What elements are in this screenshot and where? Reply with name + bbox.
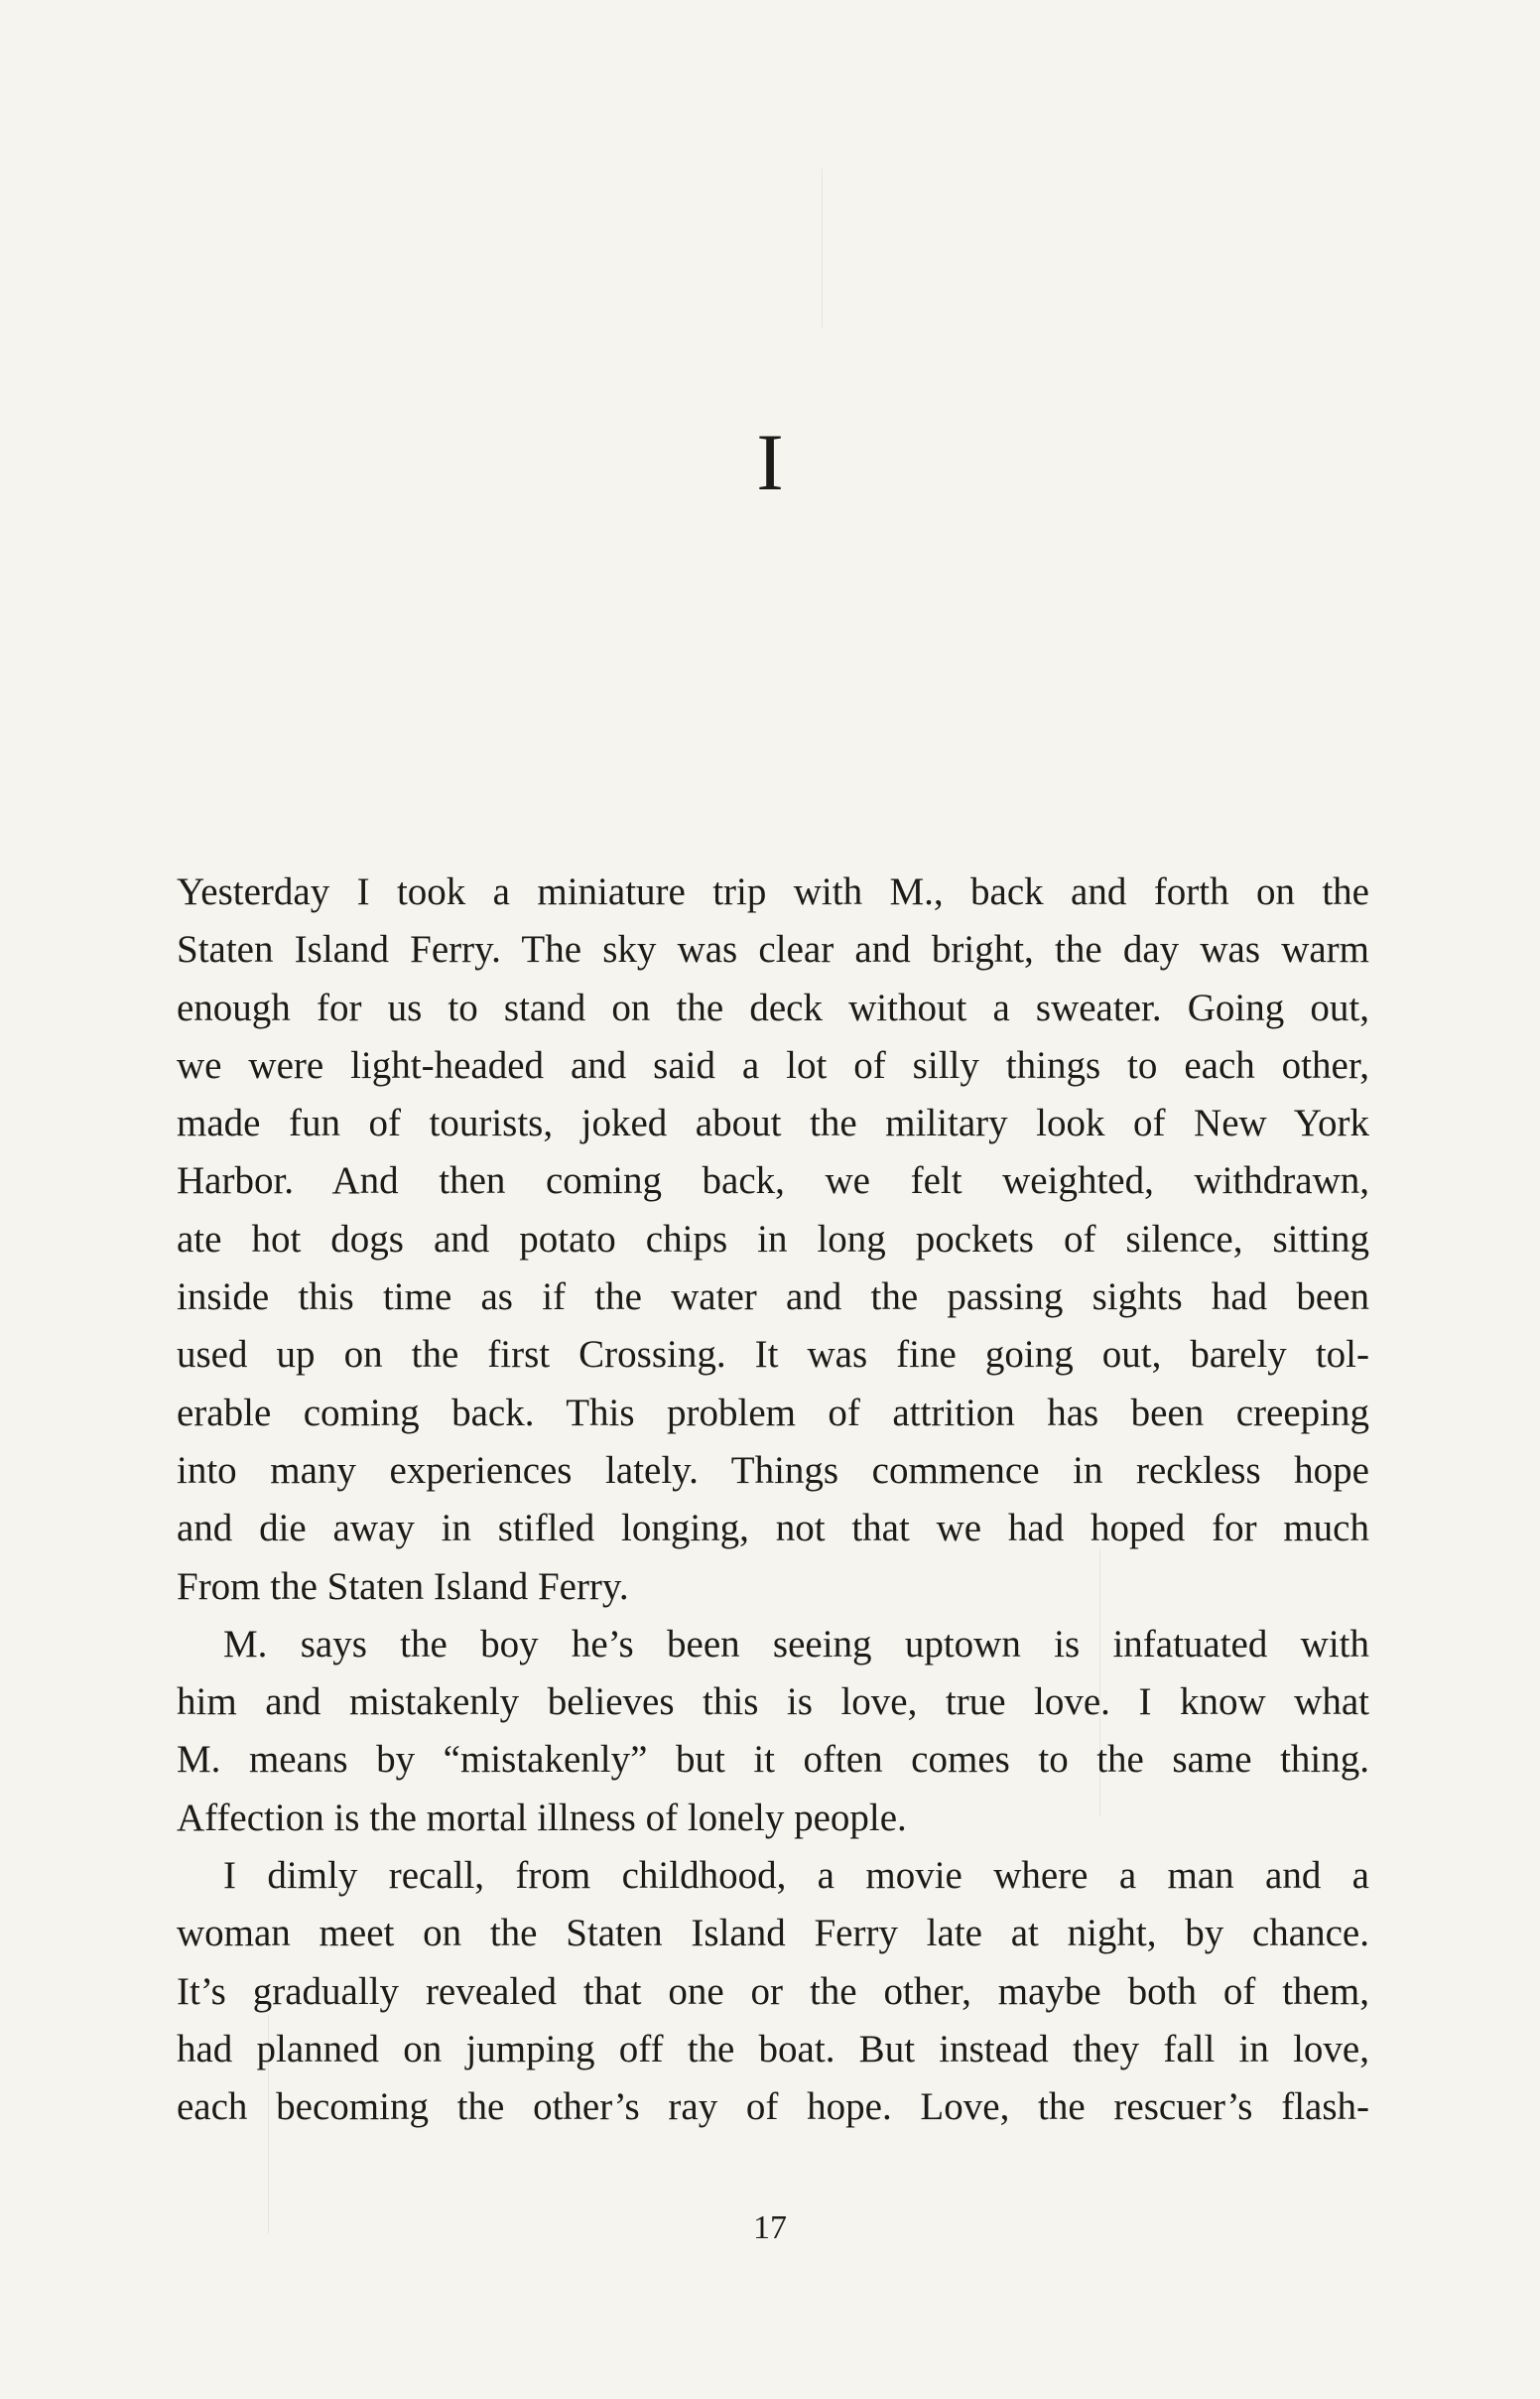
text-line: Staten Island Ferry. The sky was clear and bright, the day was warm (177, 928, 1369, 972)
text-line: Yesterday I took a miniature trip with M., back and forth on the (177, 870, 1369, 913)
text-line: Affection is the mortal illness of lonely people. (177, 1796, 907, 1839)
body-text (177, 864, 1369, 2137)
text-line: him and mistakenly believes this is love, true love. I know what (177, 1680, 1369, 1724)
text-line: I dimly recall, from childhood, a movie where a man and a (223, 1854, 1369, 1898)
text-line: and die away in stifled longing, not that we had hoped for much (177, 1507, 1369, 1550)
text-line: erable coming back. This problem of attrition has been creeping (177, 1391, 1369, 1434)
text-line: had planned on jumping off the boat. But instead they fall in love, (177, 2027, 1369, 2070)
text-line: made fun of tourists, joked about the military look of New York (177, 1102, 1369, 1145)
page-number: 17 (753, 2209, 787, 2246)
text-line: inside this time as if the water and the passing sights had been (177, 1275, 1369, 1319)
text-line: It’s gradually revealed that one or the other, maybe both of them, (177, 1969, 1369, 2013)
paragraph-2 (177, 1616, 1369, 1847)
text-line: Harbor. And then coming back, we felt weighted, withdrawn, (177, 1159, 1369, 1203)
text-line: From the Staten Island Ferry. (177, 1564, 629, 1608)
text-line: each becoming the other’s ray of hope. Love, the rescuer’s flash- (177, 2085, 1369, 2129)
text-line: we were light-headed and said a lot of silly things to each other, (177, 1043, 1369, 1087)
text-line: used up on the first Crossing. It was fine going out, barely tol- (177, 1333, 1369, 1377)
chapter-number: I (756, 417, 784, 507)
paragraph-1 (177, 864, 1369, 1616)
text-line: M. says the boy he’s been seeing uptown is infatuated with (223, 1622, 1369, 1666)
text-line: enough for us to stand on the deck without a sweater. Going out, (177, 986, 1369, 1029)
text-line: ate hot dogs and potato chips in long pockets of silence, sitting (177, 1217, 1369, 1261)
scan-artifact-line (822, 169, 823, 328)
paragraph-3 (177, 1847, 1369, 2136)
text-line: into many experiences lately. Things commence in reckless hope (177, 1448, 1369, 1492)
text-line: M. means by “mistakenly” but it often comes to the same thing. (177, 1738, 1369, 1782)
text-line: woman meet on the Staten Island Ferry late at night, by chance. (177, 1912, 1369, 1955)
